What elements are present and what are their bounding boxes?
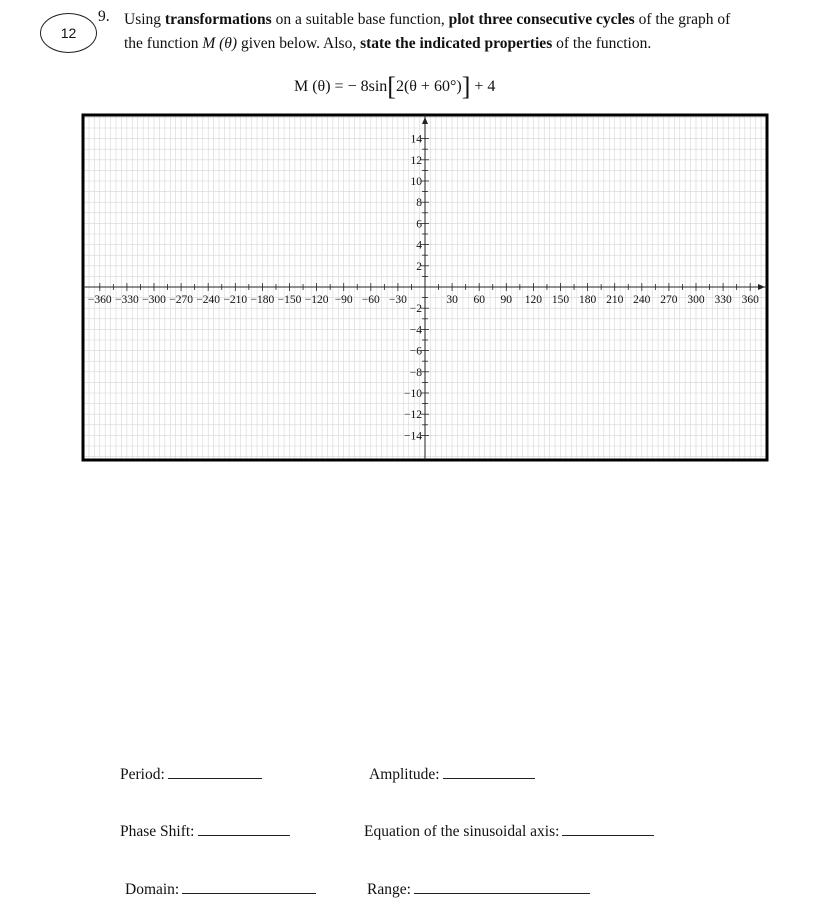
period-label: Period:: [120, 766, 165, 783]
score-value: 12: [60, 25, 77, 41]
y-tick-label: −8: [409, 366, 422, 379]
x-tick-label: 180: [578, 294, 597, 306]
y-tick-label: 6: [416, 218, 422, 231]
x-tick-label: −240: [196, 294, 221, 306]
x-tick-label: −210: [223, 294, 248, 306]
y-tick-label: −6: [409, 345, 422, 358]
y-tick-label: −10: [404, 388, 422, 400]
phase-shift-field: [120, 821, 290, 841]
x-tick-label: 120: [524, 294, 543, 306]
x-tick-label: 270: [660, 294, 678, 306]
sinusoidal-axis-field: [364, 821, 654, 841]
x-tick-label: −120: [304, 294, 329, 306]
x-tick-label: 60: [473, 294, 485, 306]
x-tick-label: 300: [687, 294, 705, 306]
period-blank[interactable]: [168, 764, 262, 779]
question-number: 9.: [98, 8, 110, 25]
range-label: Range:: [367, 881, 411, 898]
amplitude-blank[interactable]: [443, 764, 535, 779]
x-tick-label: 360: [741, 294, 759, 306]
y-tick-label: 4: [416, 239, 422, 252]
x-tick-label: −270: [169, 294, 193, 306]
x-tick-label: 30: [446, 294, 458, 306]
amplitude-field: [369, 764, 535, 784]
x-tick-label: −60: [361, 294, 380, 306]
y-tick-label: −14: [404, 430, 422, 443]
x-tick-label: 90: [500, 294, 513, 306]
domain-blank[interactable]: [182, 879, 316, 894]
function-equation: M (θ) = − 8sin[2(θ + 60°)] + 4: [294, 72, 496, 101]
emphasis-state-properties: state the indicated properties: [360, 35, 553, 52]
x-tick-label: 210: [606, 294, 624, 306]
y-tick-label: −12: [404, 409, 422, 422]
x-tick-label: 240: [633, 294, 651, 306]
x-tick-label: 150: [551, 294, 570, 306]
amplitude-label: Amplitude:: [369, 766, 440, 783]
function-name: M (θ): [202, 35, 238, 52]
sinusoidal-axis-blank[interactable]: [562, 821, 654, 836]
x-tick-label: −30: [388, 294, 407, 306]
x-tick-label: −330: [115, 294, 139, 306]
x-tick-label: −300: [142, 294, 166, 306]
y-tick-label: 8: [416, 197, 422, 210]
x-tick-label: −90: [334, 294, 353, 306]
emphasis-plot-cycles: plot three consecutive cycles: [448, 11, 635, 28]
y-tick-label: 2: [416, 260, 422, 273]
x-tick-label: −180: [250, 294, 275, 306]
range-field: [367, 879, 590, 899]
y-tick-label: 10: [410, 176, 422, 188]
phase-shift-label: Phase Shift:: [120, 823, 195, 840]
y-tick-label: −2: [409, 303, 422, 316]
x-tick-label: 330: [714, 294, 732, 306]
phase-shift-blank[interactable]: [198, 821, 290, 836]
period-field: [120, 764, 262, 784]
x-tick-label: −150: [277, 294, 302, 306]
range-blank[interactable]: [414, 879, 590, 894]
x-axis-arrow: [758, 284, 765, 290]
y-axis-arrow: [422, 117, 428, 124]
x-tick-label: −360: [87, 294, 112, 306]
sinusoidal-axis-label: Equation of the sinusoidal axis:: [364, 823, 560, 840]
emphasis-transformations: transformations: [164, 11, 272, 28]
domain-label: Domain:: [125, 881, 180, 898]
domain-field: [125, 879, 316, 899]
y-tick-label: 14: [410, 133, 422, 146]
question-text: Using transformations on a suitable base function, plot three consecutive cycles of the graph of the function M (θ) given below. Also, state the indicated properties of the function.: [124, 11, 731, 52]
y-tick-label: −4: [409, 324, 422, 337]
y-tick-label: 12: [410, 154, 422, 167]
